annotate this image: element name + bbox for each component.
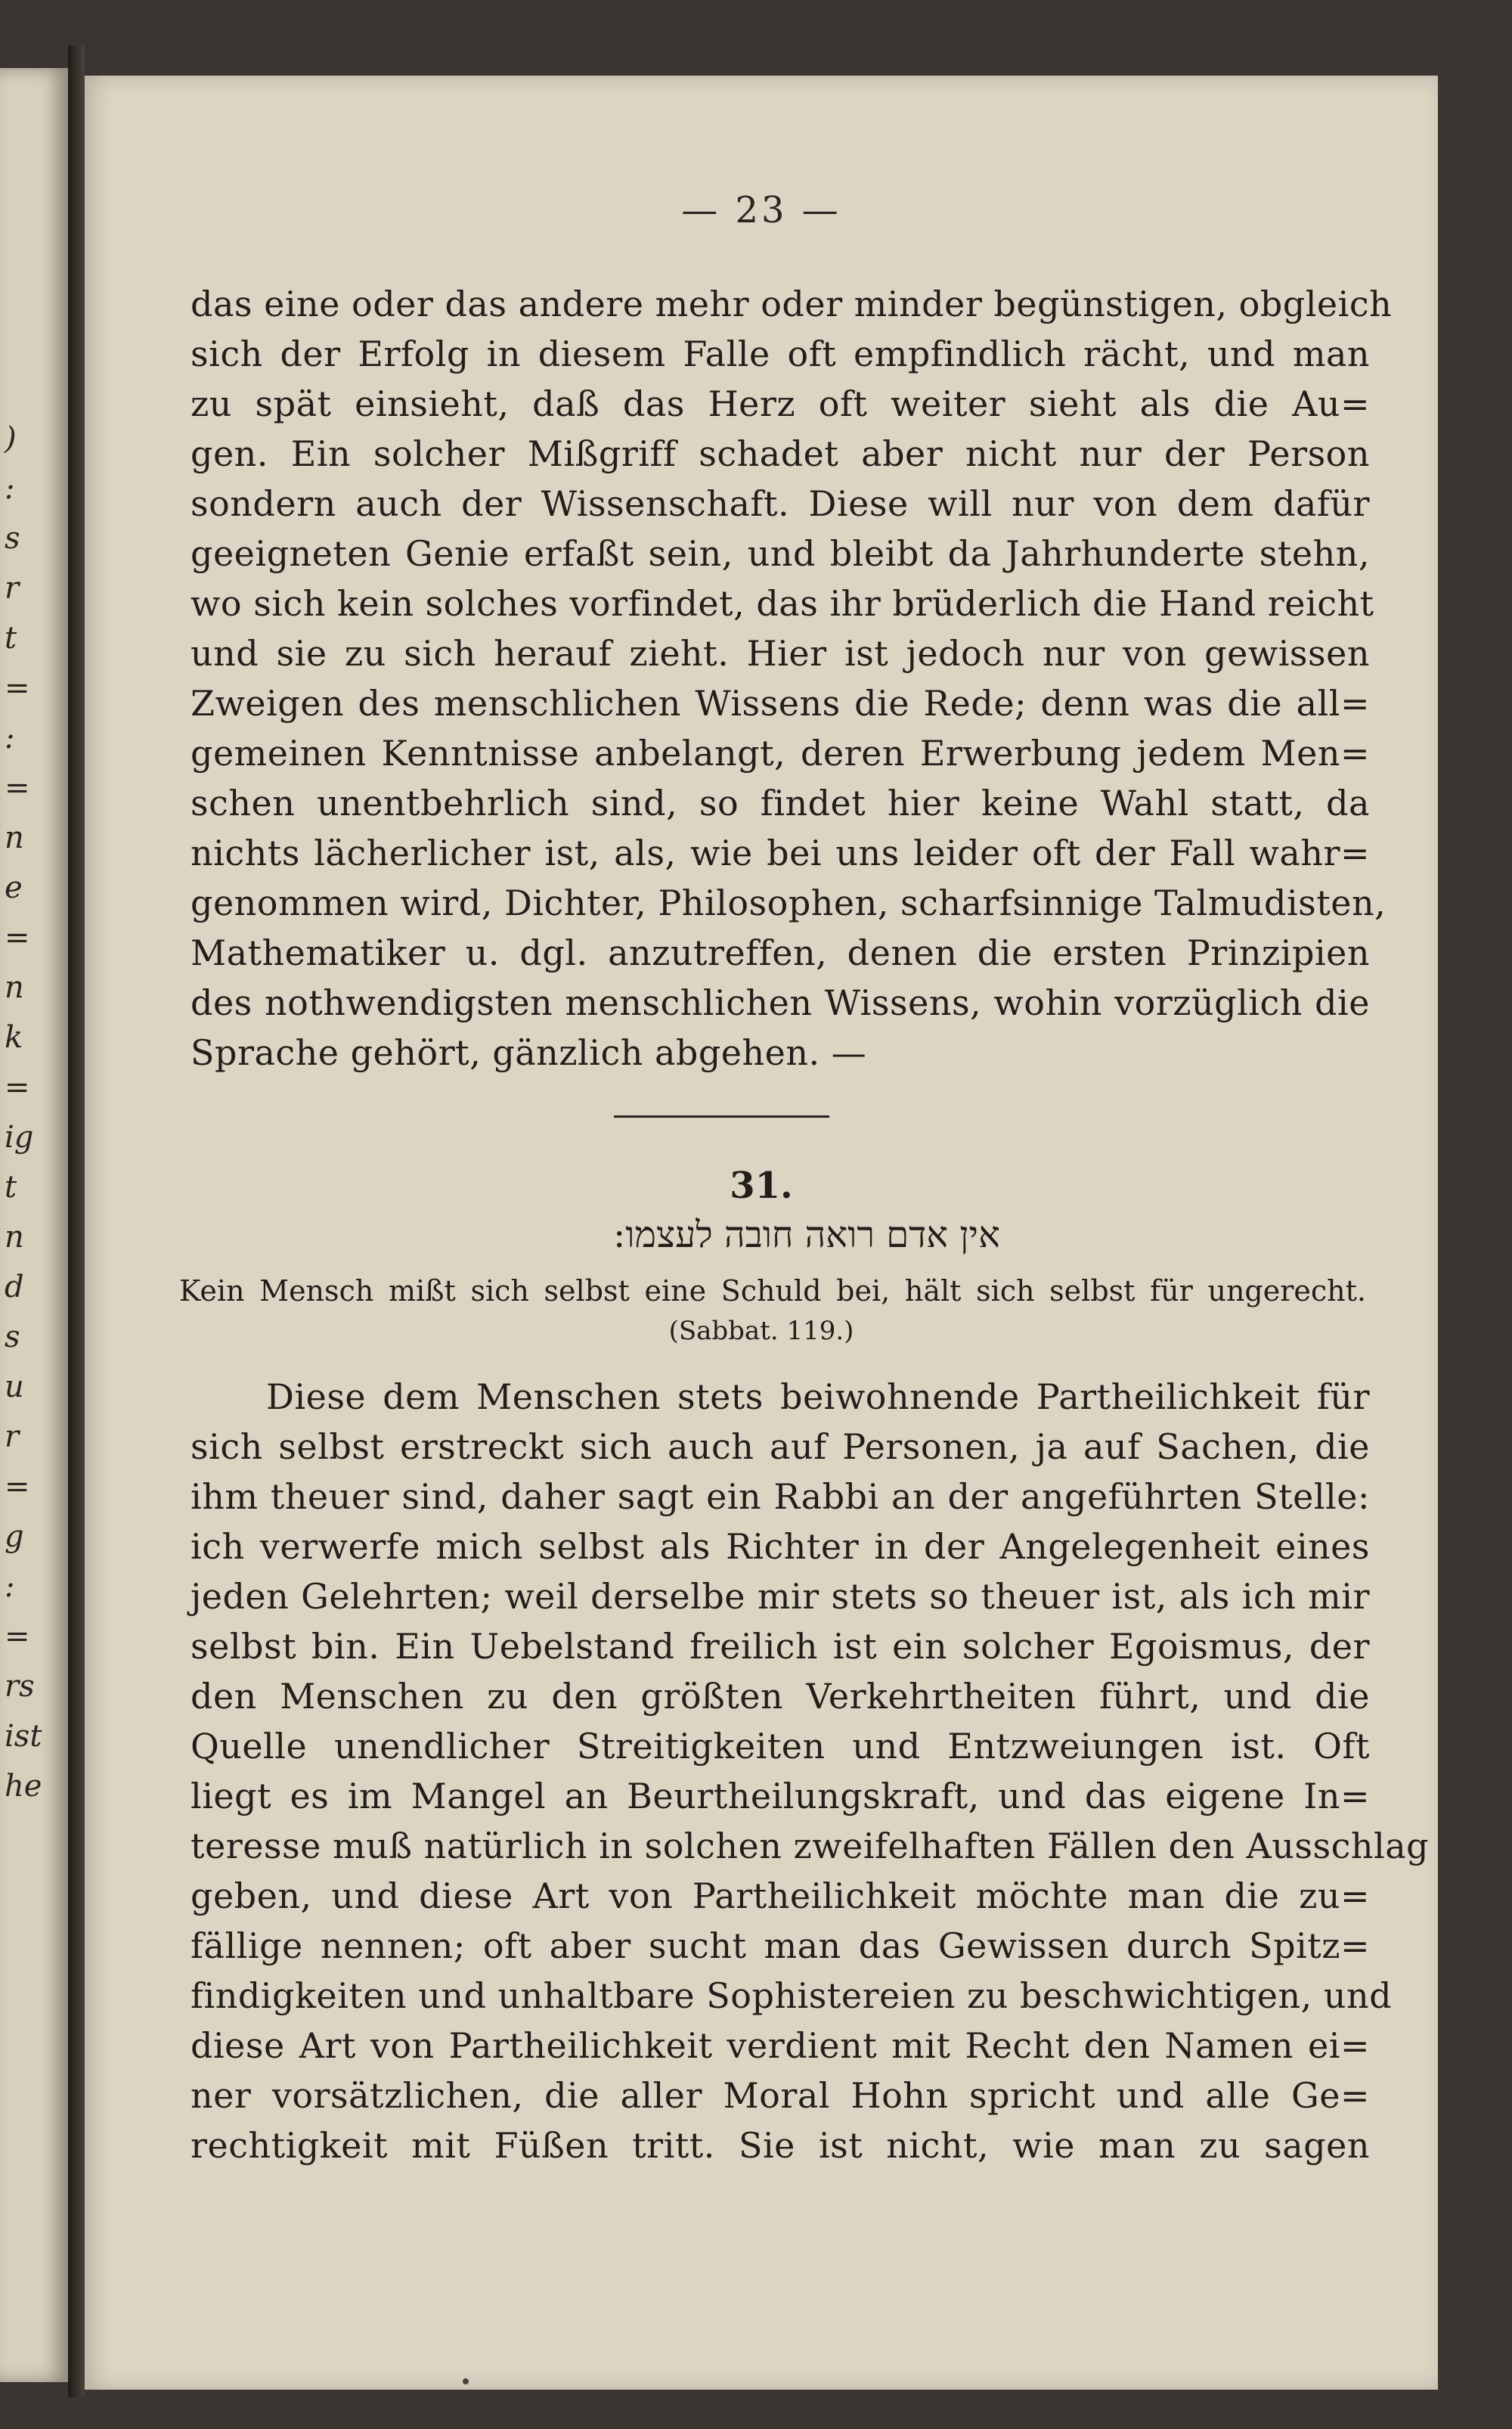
text-line: fällige nennen; oft aber sucht man das Gewissen durch Spitz= [191,1925,1370,1966]
margin-fragment: r [5,571,20,606]
margin-fragment: g [5,1519,24,1554]
text-line: nichts lächerlicher ist, als, wie bei uns leider oft der Fall wahr= [191,833,1370,873]
margin-fragment: n [5,970,24,1005]
book-gutter [68,45,85,2397]
text-line: ner vorsätzlichen, die aller Moral Hohn spricht und alle Ge= [191,2075,1370,2116]
text-line: das eine oder das andere mehr oder minder begünstigen, obgleich [191,284,1393,324]
text-line: den Menschen zu den größten Verkehrtheiten führt, und die [191,1676,1370,1717]
margin-fragment: u [5,1370,24,1404]
text-line: genommen wird, Dichter, Philosophen, scharfsinnige Talmudisten, [191,883,1387,923]
text-line: geeigneten Genie erfaßt sein, und bleibt da Jahrhunderte stehn, [191,533,1370,574]
quote-source: (Sabbat. 119.) [668,1316,854,1346]
margin-fragment: n [5,821,24,855]
section-divider [614,1115,829,1118]
page-number: — 23 — [681,189,841,231]
margin-fragment: : [5,471,15,506]
text-line: selbst bin. Ein Uebelstand freilich ist ein solcher Egoismus, der [191,1626,1370,1667]
margin-fragment: s [5,521,20,556]
text-line: geben, und diese Art von Partheilichkeit möchte man die zu= [191,1875,1370,1916]
text-line: Mathematiker u. dgl. anzutreffen, denen die ersten Prinzipien [191,932,1370,973]
facing-page-edge [0,68,68,2382]
text-line: diese Art von Partheilichkeit verdient mit Recht den Namen ei= [191,2025,1370,2066]
text-line: zu spät einsieht, daß das Herz oft weiter sieht als die Au= [191,383,1370,424]
text-line: liegt es im Mangel an Beurtheilungskraft, und das eigene In= [191,1776,1370,1816]
margin-fragment: he [5,1769,42,1804]
text-line: ich verwerfe mich selbst als Richter in der Angelegenheit eines [191,1526,1370,1567]
text-line: ihm theuer sind, daher sagt ein Rabbi an der angeführten Stelle: [191,1476,1370,1517]
text-line: Sprache gehört, gänzlich abgehen. — [191,1032,867,1073]
quote-translation: Kein Mensch mißt sich selbst eine Schuld bei, hält sich selbst für ungerecht. [179,1274,1366,1308]
margin-fragment: ist [5,1719,42,1754]
text-line: rechtigkeit mit Füßen tritt. Sie ist nicht, wie man zu sagen [191,2125,1370,2166]
margin-fragment: = [5,1469,30,1504]
text-line: und sie zu sich herauf zieht. Hier ist jedoch nur von gewissen [191,633,1370,674]
text-line: gemeinen Kenntnisse anbelangt, deren Erwerbung jedem Men= [191,733,1370,774]
margin-fragment: s [5,1320,20,1354]
margin-fragment: d [5,1270,24,1304]
ink-speck [463,2378,469,2384]
margin-fragment: t [5,621,17,656]
text-line: schen unentbehrlich sind, so findet hier keine Wahl statt, da [191,783,1370,824]
text-line: Diese dem Menschen stets beiwohnende Partheilichkeit für [266,1376,1370,1417]
text-line: Quelle unendlicher Streitigkeiten und Entzweiungen ist. Oft [191,1726,1370,1767]
margin-fragment: r [5,1419,20,1454]
text-line: sondern auch der Wissenschaft. Diese will nur von dem dafür [191,483,1370,524]
margin-fragment: : [5,721,15,755]
text-line: teresse muß natürlich in solchen zweifelhaften Fällen den Ausschlag [191,1826,1430,1866]
section-number: 31. [730,1165,793,1207]
margin-fragment: e [5,870,23,905]
margin-fragment: ig [5,1120,34,1155]
margin-fragment: t [5,1170,17,1205]
margin-fragment: n [5,1220,24,1255]
margin-fragment: = [5,920,30,955]
margin-fragment: k [5,1020,23,1055]
text-line: Zweigen des menschlichen Wissens die Rede; denn was die all= [191,683,1370,724]
text-line: sich der Erfolg in diesem Falle oft empfindlich rächt, und man [191,333,1370,374]
text-line: sich selbst erstreckt sich auch auf Personen, ja auf Sachen, die [191,1426,1370,1467]
book-page [85,76,1438,2390]
margin-fragment: = [5,1619,30,1654]
text-line: wo sich kein solches vorfindet, das ihr brüderlich die Hand reicht [191,583,1374,624]
margin-fragment: : [5,1569,15,1604]
text-line: gen. Ein solcher Mißgriff schadet aber nicht nur der Person [191,433,1370,474]
margin-fragment: ) [5,421,17,456]
margin-fragment: = [5,771,30,805]
margin-fragment: rs [5,1669,35,1704]
margin-fragment: = [5,1070,30,1105]
margin-fragment: = [5,671,30,706]
text-line: jeden Gelehrten; weil derselbe mir stets so theuer ist, als ich mir [191,1576,1370,1617]
text-line: findigkeiten und unhaltbare Sophistereien zu beschwichtigen, und [191,1975,1393,2016]
text-line: des nothwendigsten menschlichen Wissens, wohin vorzüglich die [191,982,1370,1023]
hebrew-quote: אין אדם רואה חובה לעצמו: [613,1214,1000,1256]
